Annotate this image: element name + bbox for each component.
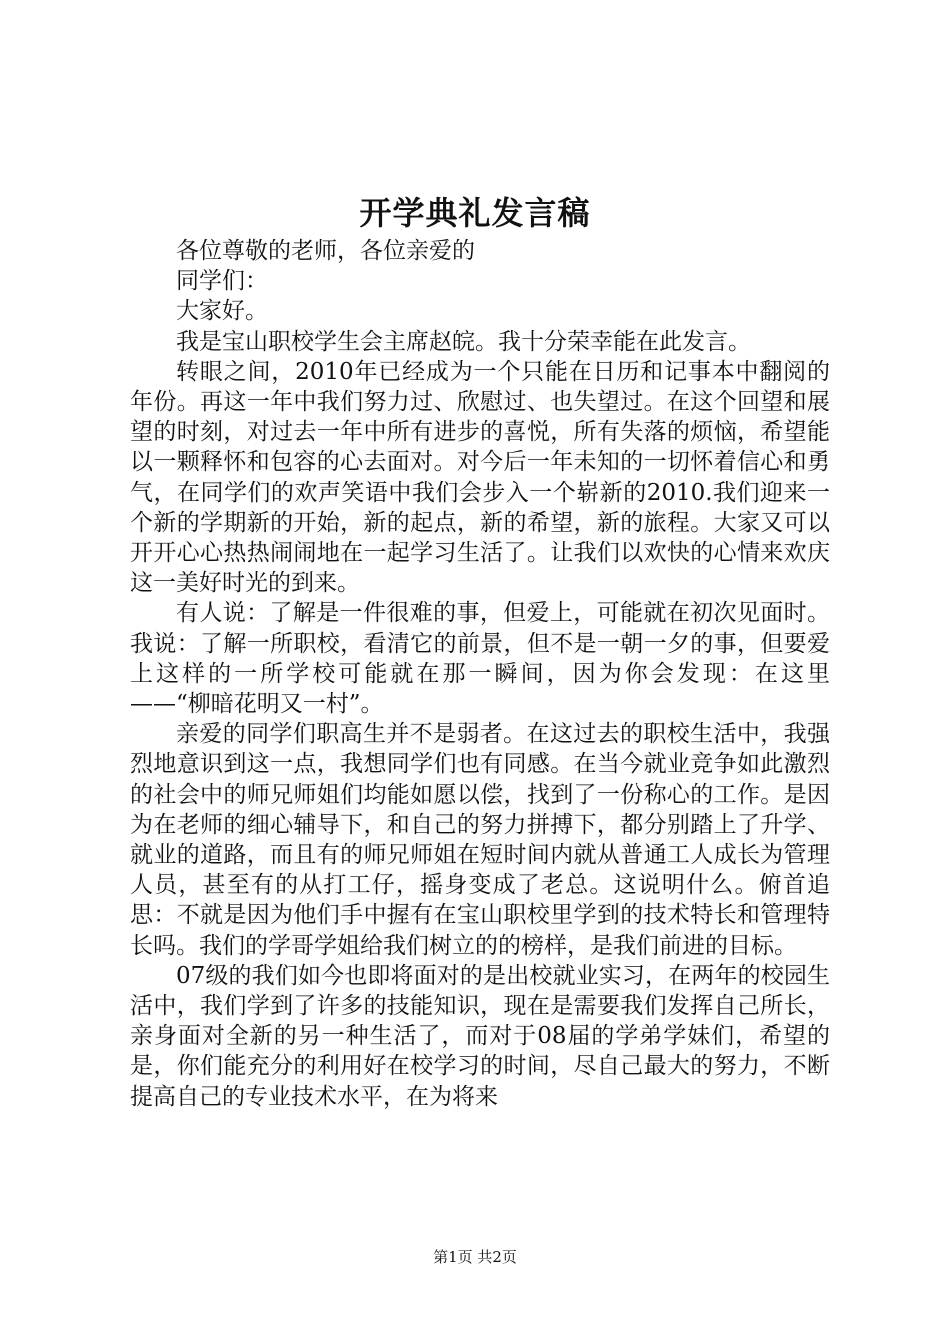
body-paragraph: 有人说：了解是一件很难的事，但爱上，可能就在初次见面时。我说：了解一所职校，看清它的前景，但不是一朝一夕的事，但要爱上这样的一所学校可能就在那一瞬间，因为你会发现：在这里——“柳暗花明又一村”。 — [130, 600, 830, 718]
intro-paragraph: 我是宝山职校学生会主席赵皖。我十分荣幸能在此发言。 — [176, 328, 751, 355]
body-paragraph: 转眼之间，2010年已经成为一个只能在日历和记事本中翻阅的年份。再这一年中我们努力过、欣慰过、也失望过。在这个回望和展望的时刻，对过去一年中所有进步的喜悦，所有失落的烦恼，希望能以一颗释怀和包容的心去面对。对今后一年未知的一切怀着信心和勇气，在同学们的欢声笑语中我们会步入一个崭新的2010.我们迎来一个新的学期新的开始，新的起点，新的希望，新的旅程。大家又可以开开心心热热闹闹地在一起学习生活了。让我们以欢快的心情来欢庆这一美好时光的到来。 — [130, 358, 830, 597]
greeting-line-3: 大家好。 — [176, 298, 268, 325]
document-body — [130, 236, 830, 1112]
body-paragraph: 亲爱的同学们职高生并不是弱者。在这过去的职校生活中，我强烈地意识到这一点，我想同学们也有同感。在当今就业竞争如此激烈的社会中的师兄师姐们均能如愿以偿，找到了一份称心的工作。是因为在老师的细心辅导下，和自己的努力拼搏下，都分别踏上了升学、就业的道路，而且有的师兄师姐在短时间内就从普通工人成长为管理人员，甚至有的从打工仔，摇身变成了老总。这说明什么。俯首追思：不就是因为他们手中握有在宝山职校里学到的技术特长和管理特长吗。我们的学哥学姐给我们树立的的榜样，是我们前进的目标。 — [130, 721, 830, 959]
greeting-line-1: 各位尊敬的老师，各位亲爱的 — [176, 238, 475, 264]
document-title: 开学典礼发言稿 — [359, 194, 591, 232]
greeting-line-2: 同学们： — [176, 268, 268, 295]
body-paragraph: 07级的我们如今也即将面对的是出校就业实习，在两年的校园生活中，我们学到了许多的技能知识，现在是需要我们发挥自己所长，亲身面对全新的另一种生活了，而对于08届的学弟学妹们，希望的是，你们能充分的利用好在校学习的时间，尽自己最大的努力，不断提高自己的专业技术水平，在为将来 — [130, 962, 830, 1110]
page-number-footer: 第1页 共2页 — [433, 1248, 517, 1266]
